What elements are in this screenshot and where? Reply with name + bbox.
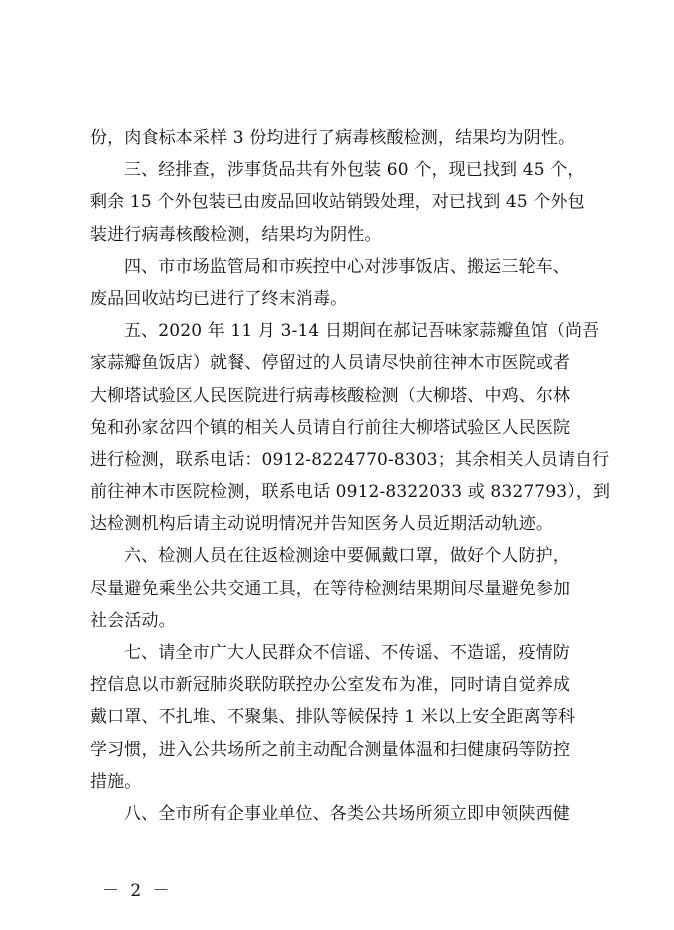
text-line-5: 四、市市场监管局和市疾控中心对涉事饭店、搬运三轮车、 [124,256,570,277]
text-line-11: 进行检测，联系电话：0912-8224770-8303；其余相关人员请自行 [90,449,610,470]
text-line-10: 兔和孙家岔四个镇的相关人员请自行前往大柳塔试验区人民医院 [90,417,571,438]
text-line-16: 社会活动。 [90,610,176,631]
text-line-19: 戴口罩、不扎堆、不聚集、排队等候保持 1 米以上安全距离等科 [90,707,576,728]
text-line-7: 五、2020 年 11 月 3-14 日期间在郝记吾味家蒜瓣鱼馆（尚吾 [124,321,600,342]
text-line-12: 前往神木市医院检测，联系电话 0912-8322033 或 8327793），到 [90,482,611,503]
text-line-8: 家蒜瓣鱼饭店）就餐、停留过的人员请尽快前往神木市医院或者 [90,353,571,374]
text-line-1: 份，肉食标本采样 3 份均进行了病毒核酸检测，结果均为阴性。 [90,128,576,148]
text-line-22: 八、全市所有企事业单位、各类公共场所须立即申领陕西健 [124,803,570,824]
text-line-9: 大柳塔试验区人民医院进行病毒核酸检测（大柳塔、中鸡、尔林 [90,385,571,406]
text-line-4: 装进行病毒核酸检测，结果均为阴性。 [90,224,382,245]
text-line-18: 控信息以市新冠肺炎联防联控办公室发布为准，同时请自觉养成 [90,675,571,696]
text-line-13: 达检测机构后请主动说明情况并告知医务人员近期活动轨迹。 [90,514,554,535]
text-line-14: 六、检测人员在往返检测途中要佩戴口罩，做好个人防护， [124,546,570,567]
text-line-3: 剩余 15 个外包装已由废品回收站销毁处理，对已找到 45 个外包 [90,192,585,213]
document-body [90,122,611,830]
text-line-20: 学习惯，进入公共场所之前主动配合测量体温和扫健康码等防控 [90,739,571,760]
text-line-15: 尽量避免乘坐公共交通工具，在等待检测结果期间尽量避免参加 [90,578,571,599]
text-line-6: 废品回收站均已进行了终末消毒。 [90,288,348,309]
page-number: － 2 － [102,881,173,901]
text-line-17: 七、请全市广大人民群众不信谣、不传谣、不造谣，疫情防 [124,643,570,663]
text-line-21: 措施。 [90,771,142,792]
text-line-2: 三、经排查，涉事货品共有外包装 60 个，现已找到 45 个， [124,160,585,181]
